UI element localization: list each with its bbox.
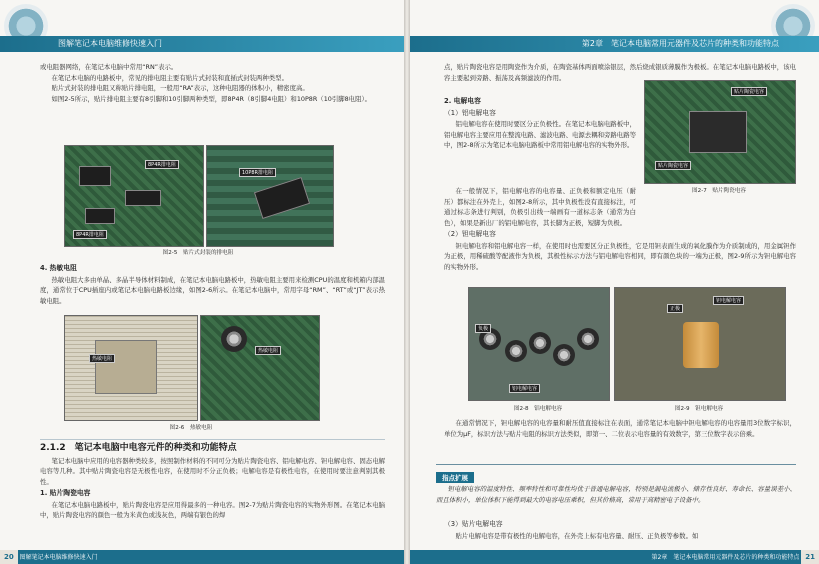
figure-2-9-photo [614, 287, 786, 401]
right-running-header [410, 36, 819, 52]
resistor-array-chip [85, 208, 115, 224]
figure-2-8-caption: 图2-8 铝电解电容 [513, 406, 563, 412]
tantalum-capacitor [683, 322, 719, 368]
thermistor-subheading: 4. 热敏电阻 [40, 264, 77, 272]
fig7-label-b: 贴片陶瓷电容 [655, 161, 691, 170]
aluminum-capacitor [529, 332, 551, 354]
tip-text: 钽电解电容的温度特性、频率特性和可靠性均优于普通电解电容，特别是漏电流极小、储存性良好、寿命长、容量误差小、而且体积小，单位体积下能得到最大的电容电压乘积，但其价格高，常用于高精密电子设备中。 [436, 485, 796, 504]
cpu-socket-cavity [95, 340, 157, 394]
left-text-bottom [40, 436, 385, 521]
left-para-1: 或电阻器网络，在笔记本电脑中常用“RN”表示。 [40, 63, 178, 71]
resistor-array-chip [79, 166, 111, 186]
figure-2-5-caption: 图2-5 贴片式封装的排电阻 [162, 250, 234, 256]
figure-2-6-photo-b [200, 315, 320, 421]
right-text-after-figs [444, 418, 796, 439]
figure-2-6-photo-a [64, 315, 198, 421]
left-running-header [0, 36, 404, 52]
figure-2-8-photo [468, 287, 610, 401]
figure-2-9-caption: 图2-9 钽电解电容 [674, 406, 724, 412]
tip-box [436, 464, 796, 505]
tantalum-subheading: （2）钽电解电容 [444, 230, 496, 238]
right-text-bottom [444, 518, 796, 541]
figure-2-7-photo [644, 80, 796, 184]
fig5-label-10p8r: 10P8R排电阻 [239, 168, 276, 177]
smd-electrolytic-subheading: （3）贴片电解电容 [444, 520, 503, 528]
left-para-5: 热敏电阻大多由单晶、多晶半导体材料制成，在笔记本电脑电路板中，热敏电阻主要用来检测CPU的温度和机箱内部温度，通常位于CPU插座内或笔记本电脑电路板边缘，如图2-6所示。在笔记本电脑中，常用字母“RM”、“RT”或“JT”表示热敏电阻。 [40, 275, 385, 305]
left-page-number: 20 [0, 550, 18, 564]
fig8-label-negative: 负极 [475, 324, 491, 333]
resistor-array-chip [254, 177, 310, 219]
left-para-7: 在笔记本电脑电路板中，贴片陶瓷电容是应用得最多的一种电容。图2-7为贴片陶瓷电容的实物外形图。在笔记本电脑中，贴片陶瓷电容的颜色一般为米黄色或浅灰色，两端有银色的焊 [40, 500, 385, 519]
chip-ceramic-subheading: 1. 贴片陶瓷电容 [40, 489, 91, 497]
left-para-3: 贴片式封装的排电阻又称贴片排电阻，一般用“RA”表示，这种电阻器的体积小，精密度高。 [51, 84, 309, 92]
fig9-label-tantalum: 钽电解电容 [713, 296, 744, 305]
right-text-mid [444, 186, 796, 272]
right-page-number: 21 [801, 550, 819, 564]
section-heading-2-1-2: 2.1.2 笔记本电脑中电容元件的种类和功能特点 [40, 439, 385, 454]
fig6-label-a: 热敏电阻 [89, 354, 115, 363]
fig5-label-8p4r-b: 8P4R排电阻 [73, 230, 107, 239]
figure-2-5-photo-a [64, 145, 204, 247]
fig6-label-b: 热敏电阻 [255, 346, 281, 355]
left-para-2: 在笔记本电脑的电路板中，常见的排电阻主要有贴片式封装和直插式封装两种类型。 [51, 73, 288, 82]
tip-tag: 指点扩展 [436, 472, 474, 483]
right-text-column [444, 95, 636, 151]
right-page [410, 0, 819, 564]
fig7-label-a: 贴片陶瓷电容 [731, 87, 767, 96]
right-para-5: 在通常情况下，钽电解电容的电容量和耐压值直接标注在表面，通常笔记本电脑中钽电解电容的电容量用3位数字标识，单位为μF，标识方法与贴片电阻的标识方法类似，即第一、二位表示电容量的有效数字，第三位数字表示倍乘。 [444, 419, 796, 438]
right-footer [410, 550, 819, 564]
right-para-1: 点，贴片陶瓷电容是用陶瓷作为介质，在陶瓷基体两面喷涂银层，然后烧成银质薄膜作为极板。在笔记本电脑电路板中，该电容主要起到旁路、振荡及高频滤波的作用。 [444, 63, 796, 82]
aluminum-capacitor [553, 344, 575, 366]
left-footer [0, 550, 404, 564]
electrolytic-subheading: 2. 电解电容 [444, 97, 481, 105]
figure-2-5-photo-b [206, 145, 334, 247]
ic-chip [689, 111, 747, 153]
fig8-label-aluminum: 铝电解电容 [509, 384, 540, 393]
aluminum-capacitor [505, 340, 527, 362]
tip-content [436, 484, 796, 505]
right-para-3: 在一般情况下，铝电解电容的电容量、正负极和额定电压（耐压）都标注在外壳上，如图2-8所示，其中负极性没有直接标注，可通过标志条进行判别，负极引出线一端画有一道标志条（通常为白色），如果是新出厂的铝电解电容，其长脚为正极，短脚为负极。 [444, 187, 636, 227]
left-para-4: 如图2-5所示，贴片排电阻主要有8引脚和10引脚两种类型，即8P4R（8引脚4电阻）和10P8R（10引脚8电阻）。 [51, 94, 372, 103]
left-page [0, 0, 404, 564]
right-para-2: 铝电解电容在使用时要区分正负极性。在笔记本电脑电路板中，铝电解电容主要应用在整流电路、滤波电路、电源去耦和旁路电路等中，图2-8所示为笔记本电脑电路板中常用铝电解电容的实物外形。 [444, 120, 636, 149]
resistor-array-chip [125, 190, 161, 206]
aluminum-capacitor [577, 328, 599, 350]
left-para-6: 笔记本电脑中应用的电容器种类较多，按照制作材料的不同可分为贴片陶瓷电容、铝电解电容、钽电解电容、固态电解电容等几种。其中贴片陶瓷电容是无极性电容，在使用时不分正负极；电解电容是有极性电容，在使用时要注意判别其极性。 [40, 456, 385, 486]
left-footer-text: 图解笔记本电脑维修快速入门 [19, 554, 98, 561]
aluminum-subheading: （1）铝电解电容 [444, 108, 496, 117]
component-can [221, 326, 247, 352]
right-para-4: 钽电解电容和铝电解电容一样，在使用时也需要区分正负极性，它是用钽表面生成的氧化膜作为介质制成的，用金属钽作为正极，用稀硫酸等配液作为负极，其极性标示方法与铝电解电容相同，即有颜色块的一端为正极，图2-9所示为钽电解电容的实物外形。 [444, 241, 796, 271]
figure-2-7-caption: 图2-7 贴片陶瓷电容 [692, 188, 746, 194]
right-header-text: 第2章 笔记本电脑常用元器件及芯片的种类和功能特点 [581, 39, 779, 48]
left-text-top [40, 62, 385, 104]
right-footer-text: 第2章 笔记本电脑常用元器件及芯片的种类和功能特点 [651, 554, 800, 561]
fig5-label-8p4r-a: 8P4R排电阻 [145, 160, 179, 169]
figure-2-6-caption: 图2-6 热敏电阻 [169, 425, 213, 431]
fig9-label-positive: 正极 [667, 304, 683, 313]
left-text-mid [40, 262, 385, 306]
left-header-text: 图解笔记本电脑维修快速入门 [58, 39, 162, 48]
right-para-6: 贴片电解电容是带有极性的电解电容，在外壳上标有电容量、耐压、正负极等参数。如 [455, 531, 699, 540]
